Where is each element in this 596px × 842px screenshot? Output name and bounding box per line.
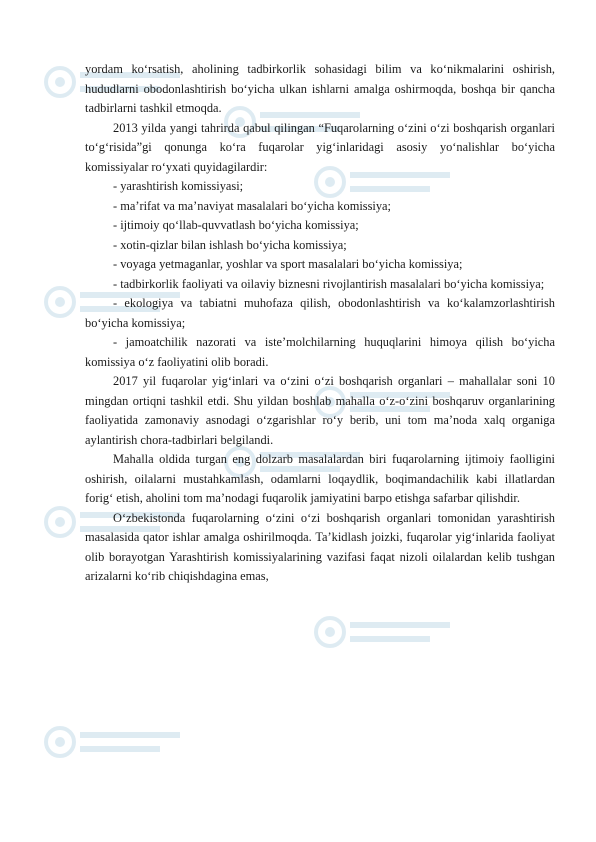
list-item-commission: - jamoatchilik nazorati va iste’molchilarning huquqlarini himoya qilish bo‘yicha komissiya o‘z faoliyatini olib boradi. [85,335,555,369]
document-body [85,60,555,587]
list-item-commission: - xotin-qizlar bilan ishlash bo‘yicha komissiya; [113,237,347,252]
list-item-commission: - ijtimoiy qo‘llab-quvvatlash bo‘yicha komissiya; [113,218,359,232]
list-item-commission: - tadbirkorlik faoliyati va oilaviy biznesni rivojlantirish masalalari bo‘yicha komissiya; [113,276,545,291]
watermark-logo [40,720,190,764]
paragraph-law-2013: 2013 yilda yangi tahrirda qabul qilingan “Fuqarolarning o‘zini o‘zi boshqarish organlari to‘g‘risida”gi qonunga ko‘ra fuqarolar yig‘inlaridagi asosiy yo‘nalishlar bo‘yicha komissiyalar ro‘yxati quyidagilardir: [85,120,555,174]
paragraph-intro-continuation: yordam ko‘rsatish, aholining tadbirkorlik sohasidagi bilim va ko‘nikmalarini oshirish, hududlarni obodonlashtirish bo‘yicha ulkan ishlarni amalga oshirmoqda, boshqa bir qancha tadbirlarni tashkil etmoqda. [85,62,555,115]
paragraph-2017: 2017 yil fuqarolar yig‘inlari va o‘zini o‘zi boshqarish organlari – mahallalar soni 10 mingdan ortiqni tashkil etdi. Shu yildan boshlab mahalla o‘z-o‘zini boshqaruv organlarining faoliyatida zamonaviy asnodagi o‘zgarishlar ro‘y berib, uni tom ma’noda xalq organiga aylantirish chora-tadbirlari belgilandi. [85,374,555,447]
list-item-commission: - ma’rifat va ma’naviyat masalalari bo‘yicha komissiya; [113,198,391,213]
paragraph-mahalla-issues: Mahalla oldida turgan eng dolzarb masalalardan biri fuqarolarning ijtimoiy faolligini oshirish, oilalarni mustahkamlash, odamlarni loqaydlik, boqimandachilik kabi illatlardan forig‘ etish, aholini tom ma’nodagi fuqarolik jamiyatini barpo etishga safarbar qilishdir. [85,452,555,505]
list-item-commission: - voyaga yetmaganlar, yoshlar va sport masalalari bo‘yicha komissiya; [113,257,463,271]
watermark-logo [310,610,460,654]
list-item-commission: - ekologiya va tabiatni muhofaza qilish, obodonlashtirish va ko‘kalamzorlashtirish bo‘yicha komissiya; [85,296,555,330]
list-item-commission: - yarashtirish komissiyasi; [113,179,244,193]
paragraph-reconciliation: O‘zbekistonda fuqarolarning o‘zini o‘zi boshqarish organlari tomonidan yarashtirish masalasida qator ishlar amalga oshirilmoqda. Ta’kidlash joizki, fuqarolar yig‘inlarida faoliyat olib borayotgan Yarashtirish komissiyalarining vazifasi faqat nizoli oilalardan kelib tushgan arizalarni ko‘rib chiqishdagina emas, [85,510,555,583]
